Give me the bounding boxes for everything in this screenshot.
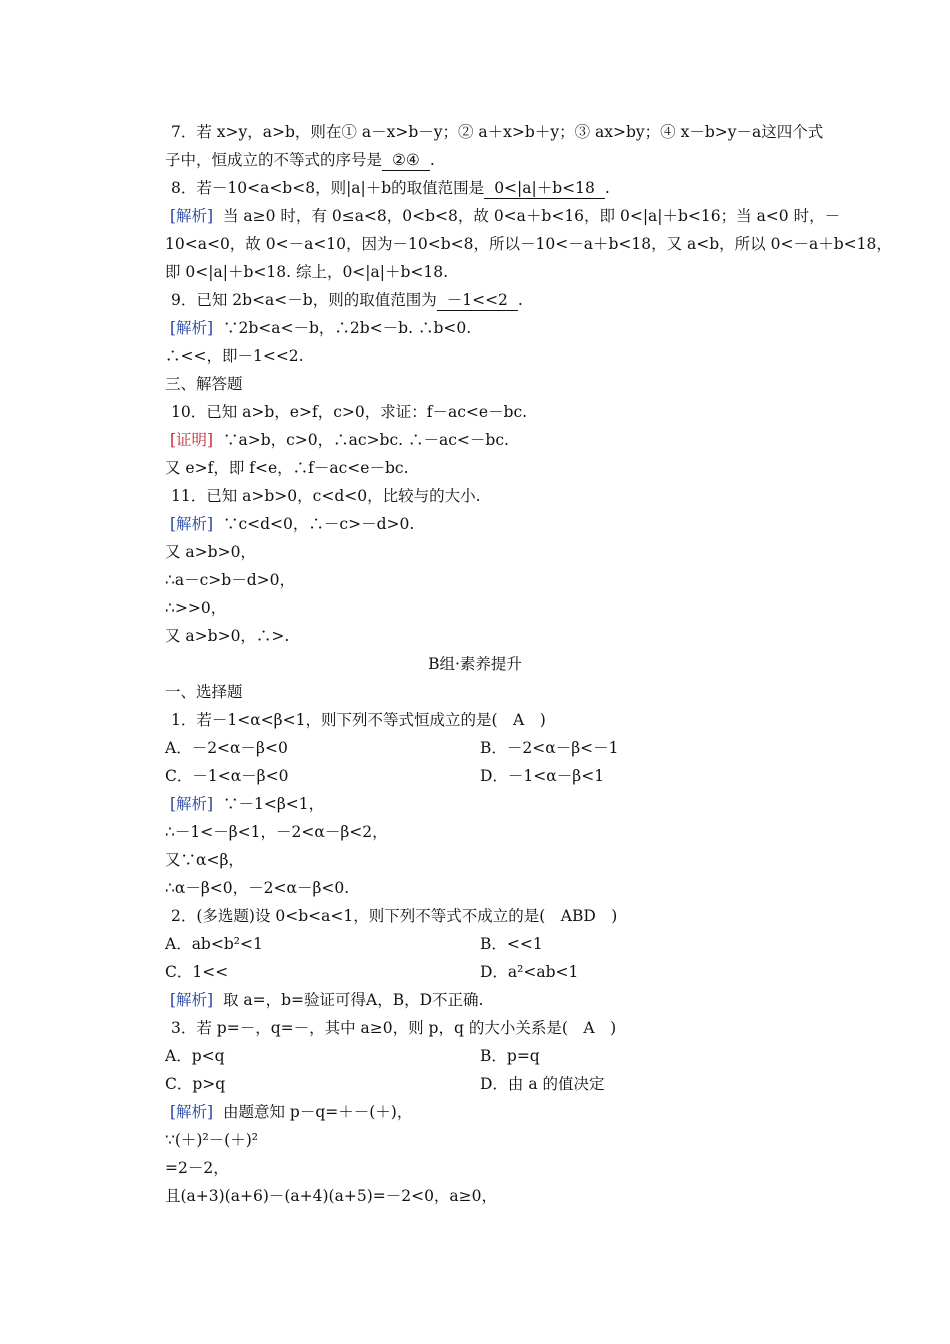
q11-solution-line-5: 又 a>b>0，∴>. xyxy=(165,627,290,645)
q7-text: 子中，恒成立的不等式的序号是 xyxy=(165,151,383,169)
b3-solution-line-1 xyxy=(170,1098,820,1126)
q8-text: 8．若－10<a<b<8，则|a|＋b的取值范围是 xyxy=(171,179,485,197)
q10-proof-line-2: 又 e>f，即 f<e，∴f－ac<e－bc. xyxy=(165,459,409,477)
q9-end: . xyxy=(517,291,523,309)
q8-answer: 0<|a|＋b<18 xyxy=(484,178,605,199)
q8-line xyxy=(171,174,821,202)
b2-solution-line xyxy=(170,986,820,1014)
b1-option-a: A．－2<α－β<0 xyxy=(165,739,288,757)
b2-option-d: D．a²<ab<1 xyxy=(480,963,579,981)
b1-options-row-2 xyxy=(165,762,815,790)
b2-option-c: C．1<< xyxy=(165,963,229,981)
q8-end: . xyxy=(604,179,610,197)
b1-solution-line-1 xyxy=(170,790,820,818)
q8-solution-line-1 xyxy=(170,202,841,230)
b3-option-c: C．p>q xyxy=(165,1075,226,1093)
q11-solution-line-3: ∴a－c>b－d>0， xyxy=(165,571,295,589)
b1-option-d: D．－1<α－β<1 xyxy=(480,767,605,785)
q7-end: . xyxy=(429,151,435,169)
group-b-heading: B组·素养提升 xyxy=(428,655,522,673)
b2-line: 2．(多选题)设 0<b<a<1，则下列不等式不成立的是( ABD ) xyxy=(171,907,618,925)
b1-options-row-1 xyxy=(165,734,815,762)
b3-option-d: D．由 a 的值决定 xyxy=(480,1075,605,1093)
analysis-tag: [解析] xyxy=(170,795,214,813)
q10-proof-text: ∵a>b，c>0，∴ac>bc. ∴－ac<－bc. xyxy=(222,431,509,449)
b1-solution-text: ∵－1<β<1， xyxy=(222,795,325,813)
b1-solution-line-2: ∴－1<－β<1，－2<α－β<2， xyxy=(165,823,388,841)
q9-line xyxy=(171,286,821,314)
analysis-tag: [解析] xyxy=(170,207,214,225)
analysis-tag: [解析] xyxy=(170,1103,214,1121)
q11-solution-line-4: ∴>>0， xyxy=(165,599,227,617)
q8-solution-line-3: 即 0<|a|＋b<18. 综上，0<|a|＋b<18. xyxy=(165,263,449,281)
q9-text: 9．已知 2b<a<－b，则的取值范围为 xyxy=(171,291,437,309)
q10-line: 10．已知 a>b，e>f，c>0，求证：f－ac<e－bc. xyxy=(171,403,528,421)
b2-solution-text: 取 a=，b=验证可得A，B，D不正确. xyxy=(222,991,484,1009)
q11-solution-line-2: 又 a>b>0， xyxy=(165,543,256,561)
b3-options-row-1 xyxy=(165,1042,815,1070)
b3-line: 3．若 p=－，q=－，其中 a≥0，则 p，q 的大小关系是( A ) xyxy=(171,1019,617,1037)
q9-solution-line-1 xyxy=(170,314,820,342)
q8-solution-line-2: 10<a<0，故 0<－a<10，因为－10<b<8，所以－10<－a＋b<18，又 a<b，所以 0<－a＋b<18， xyxy=(165,235,892,253)
section-heading-solutions: 三、解答题 xyxy=(165,375,243,393)
analysis-tag: [解析] xyxy=(170,515,214,533)
b3-solution-line-2: ∵(＋)²－(＋)² xyxy=(165,1131,258,1149)
q7-answer: ②④ xyxy=(382,150,430,171)
q7-line-2 xyxy=(165,146,815,174)
b3-option-a: A．p<q xyxy=(165,1047,225,1065)
b1-line: 1．若－1<α<β<1，则下列不等式恒成立的是( A ) xyxy=(171,711,546,729)
b1-option-b: B．－2<α－β<－1 xyxy=(480,739,619,757)
b2-options-row-2 xyxy=(165,958,815,986)
q9-answer: －1<<2 xyxy=(437,290,518,311)
b2-option-a: A．ab<b²<1 xyxy=(165,935,263,953)
section-heading-choice: 一、选择题 xyxy=(165,683,243,701)
proof-tag: [证明] xyxy=(170,431,214,449)
b2-option-b: B．<<1 xyxy=(480,935,543,953)
b1-solution-line-3: 又∵α<β， xyxy=(165,851,244,869)
q11-solution-text: ∵c<d<0，∴－c>－d>0. xyxy=(222,515,415,533)
b3-solution-text: 由题意知 p－q=＋－(＋)， xyxy=(222,1103,413,1121)
q10-proof-line-1 xyxy=(170,426,820,454)
b1-option-c: C．－1<α－β<0 xyxy=(165,767,289,785)
b1-solution-line-4: ∴α－β<0，－2<α－β<0. xyxy=(165,879,350,897)
q9-solution-line-2: ∴<<，即－1<<2. xyxy=(165,347,304,365)
b3-option-b: B．p=q xyxy=(480,1047,540,1065)
analysis-tag: [解析] xyxy=(170,319,214,337)
q7-line-1: 7．若 x>y，a>b，则在① a－x>b－y；② a＋x>b＋y；③ ax>by；④ x－b>y－a这四个式 xyxy=(171,123,824,141)
q11-line: 11．已知 a>b>0，c<d<0，比较与的大小. xyxy=(171,487,481,505)
b3-solution-line-3: =2－2， xyxy=(165,1159,229,1177)
b3-solution-line-4: 且(a+3)(a+6)－(a+4)(a+5)=－2<0，a≥0， xyxy=(165,1187,498,1205)
analysis-tag: [解析] xyxy=(170,991,214,1009)
q9-solution-text: ∵2b<a<－b，∴2b<－b. ∴b<0. xyxy=(222,319,472,337)
q11-solution-line-1 xyxy=(170,510,820,538)
b2-options-row-1 xyxy=(165,930,815,958)
q8-solution-text: 当 a≥0 时，有 0≤a<8，0<b<8，故 0<a＋b<16，即 0<|a|＋b<16；当 a<0 时，－ xyxy=(222,207,841,225)
b3-options-row-2 xyxy=(165,1070,815,1098)
